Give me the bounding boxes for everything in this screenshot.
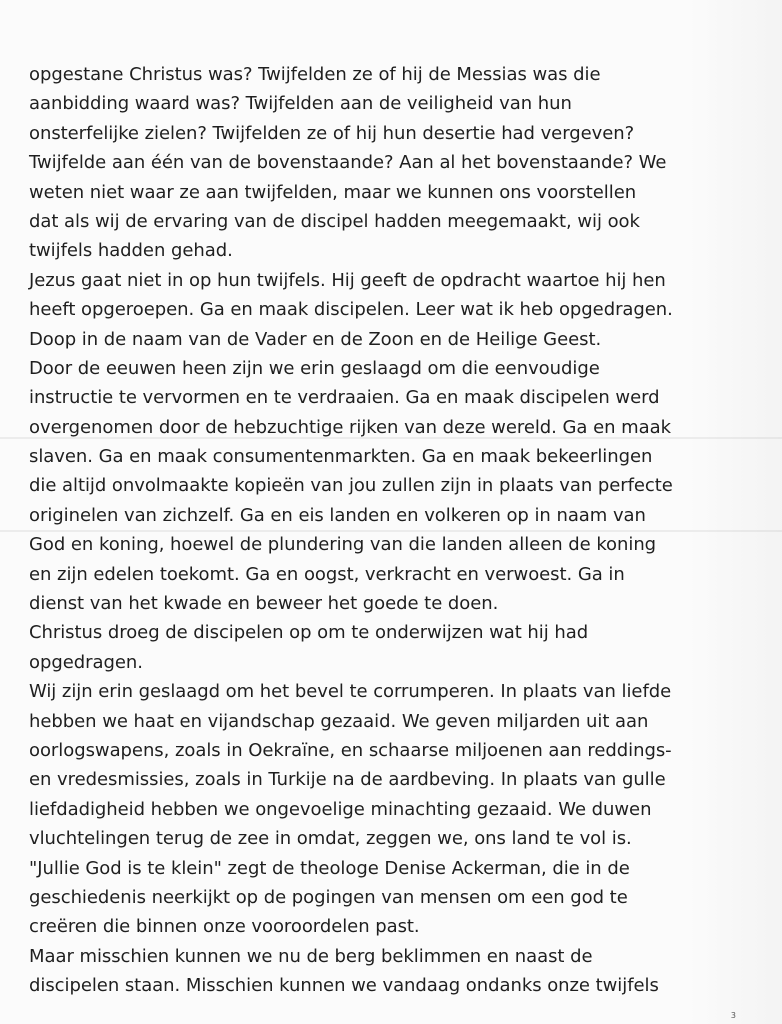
text-line: overgenomen door de hebzuchtige rijken van deze wereld. Ga en maak <box>29 416 671 438</box>
text-line: discipelen staan. Misschien kunnen we vandaag ondanks onze twijfels <box>29 975 659 997</box>
text-line: "Jullie God is te klein" zegt de theologe Denise Ackerman, die in de <box>29 857 630 879</box>
text-line: originelen van zichzelf. Ga en eis landen en volkeren op in naam van <box>29 504 646 526</box>
text-line: die altijd onvolmaakte kopieën van jou zullen zijn in plaats van perfecte <box>29 475 673 497</box>
text-line: opgedragen. <box>29 651 143 673</box>
text-line: heeft opgeroepen. Ga en maak discipelen. Leer wat ik heb opgedragen. <box>29 299 673 321</box>
text-line: Christus droeg de discipelen op om te onderwijzen wat hij had <box>29 622 589 644</box>
text-line: God en koning, hoewel de plundering van die landen alleen de koning <box>29 534 657 556</box>
text-line: opgestane Christus was? Twijfelden ze of hij de Messias was die <box>29 64 601 85</box>
text-line: Twijfelde aan één van de bovenstaande? Aan al het bovenstaande? We <box>29 152 667 174</box>
text-line: hebben we haat en vijandschap gezaaid. We geven miljarden uit aan <box>29 710 649 732</box>
text-line: vluchtelingen terug de zee in omdat, zeggen we, ons land te vol is. <box>29 828 632 850</box>
text-line: dienst van het kwade en beweer het goede te doen. <box>29 593 499 615</box>
text-line: Doop in de naam van de Vader en de Zoon en de Heilige Geest. <box>29 328 602 350</box>
text-line: Jezus gaat niet in op hun twijfels. Hij geeft de opdracht waartoe hij hen <box>29 269 666 291</box>
text-line: creëren die binnen onze vooroordelen past. <box>29 916 420 938</box>
text-line: Maar misschien kunnen we nu de berg beklimmen en naast de <box>29 945 593 967</box>
text-line: instructie te vervormen en te verdraaien. Ga en maak discipelen werd <box>29 387 660 409</box>
text-line: slaven. Ga en maak consumentenmarkten. Ga en maak bekeerlingen <box>29 446 653 468</box>
text-line: en zijn edelen toekomt. Ga en oogst, verkracht en verwoest. Ga in <box>29 563 625 585</box>
text-line: twijfels hadden gehad. <box>29 240 233 262</box>
text-line: liefdadigheid hebben we ongevoelige minachting gezaaid. We duwen <box>29 798 652 820</box>
text-line: onsterfelijke zielen? Twijfelden ze of hij hun desertie had vergeven? <box>29 122 635 144</box>
text-line: Wij zijn erin geslaagd om het bevel te corrumperen. In plaats van liefde <box>29 681 672 703</box>
text-line: Door de eeuwen heen zijn we erin geslaagd om die eenvoudige <box>29 357 600 379</box>
text-line: geschiedenis neerkijkt op de pogingen van mensen om een god te <box>29 886 628 908</box>
document-text <box>29 60 754 1001</box>
text-line: aanbidding waard was? Twijfelden aan de veiligheid van hun <box>29 93 572 115</box>
page-number: 3 <box>730 1011 736 1020</box>
text-line: en vredesmissies, zoals in Turkije na de aardbeving. In plaats van gulle <box>29 769 666 791</box>
text-line: dat als wij de ervaring van de discipel hadden meegemaakt, wij ook <box>29 210 640 232</box>
text-line: weten niet waar ze aan twijfelden, maar we kunnen ons voorstellen <box>29 181 637 203</box>
text-line: oorlogswapens, zoals in Oekraïne, en schaarse miljoenen aan reddings- <box>29 739 672 761</box>
